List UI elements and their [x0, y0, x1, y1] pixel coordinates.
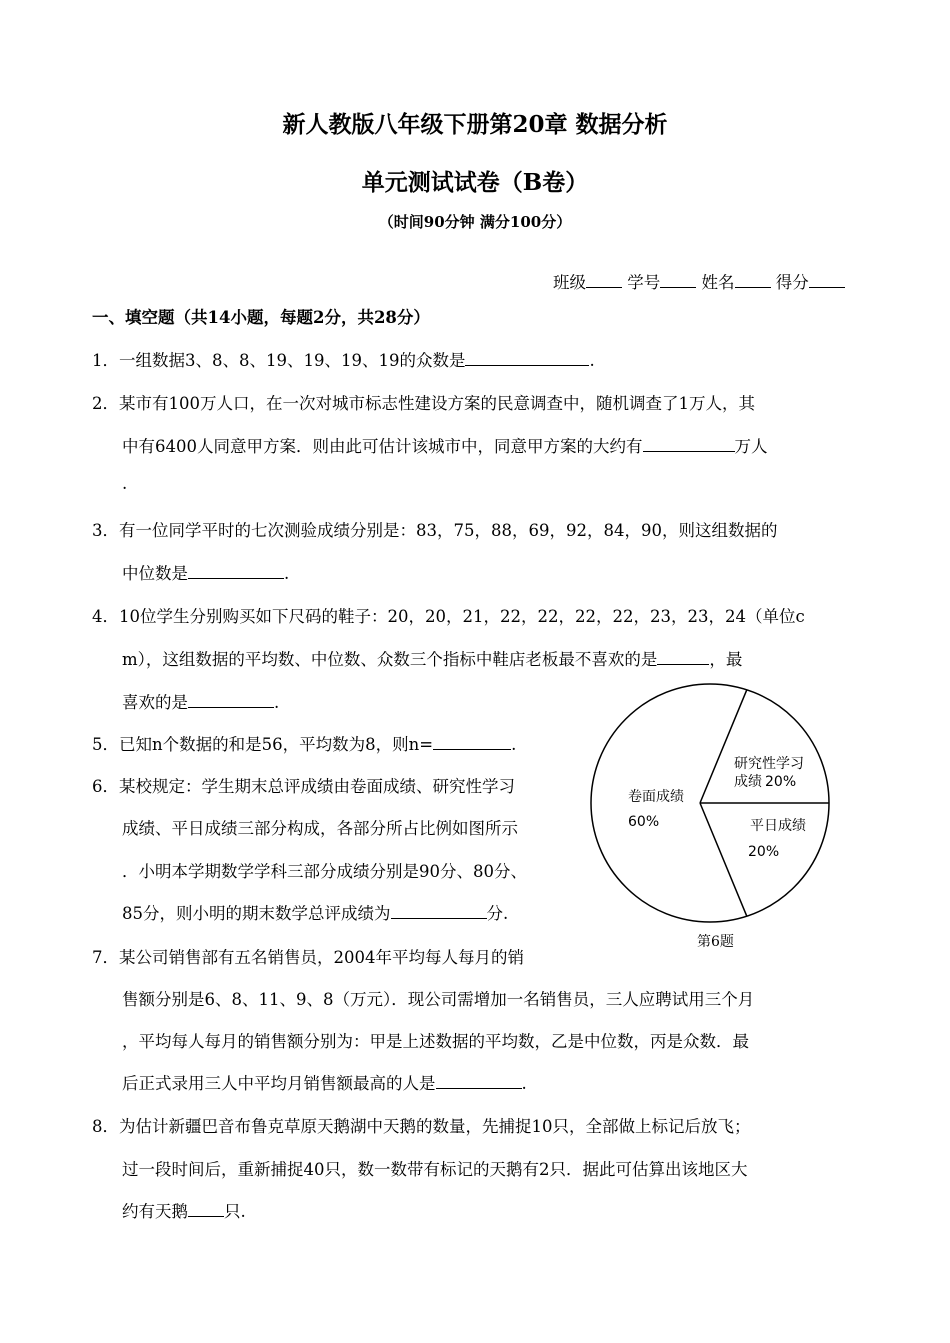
- question-3-line2: [122, 560, 289, 584]
- section-heading: 一、填空题（共14小题，每题2分，共28分）: [92, 308, 430, 327]
- question-text: 10位学生分别购买如下尺码的鞋子：20，20，21，22，22，22，22，23，23，24（单位c: [119, 607, 805, 626]
- question-text: .: [511, 735, 517, 754]
- question-text: 中有6400人同意甲方案．则由此可估计该城市中，同意甲方案的大约有: [122, 437, 643, 456]
- question-text: 万人: [734, 437, 768, 456]
- pie-label-exam-pct: 60%: [628, 814, 660, 830]
- question-5: [92, 731, 516, 755]
- question-2-line3: .: [122, 474, 128, 493]
- question-6-line3: ．小明本学期数学学科三部分成绩分别是90分、80分、: [122, 862, 527, 881]
- answer-blank[interactable]: [657, 649, 709, 665]
- class-blank[interactable]: [586, 272, 622, 288]
- answer-blank[interactable]: [188, 1201, 224, 1217]
- page-title: 新人教版八年级下册第20章 数据分析: [282, 111, 668, 138]
- answer-blank[interactable]: [433, 734, 511, 750]
- pie-label-daily-name: 平日成绩: [750, 818, 806, 834]
- info-fields: [553, 269, 845, 293]
- answer-blank[interactable]: [188, 563, 284, 579]
- time-info: （时间90分钟 满分100分）: [378, 213, 572, 231]
- pie-chart: [590, 680, 850, 950]
- question-text: 中位数是: [122, 564, 188, 583]
- pie-label-daily-pct: 20%: [748, 844, 780, 860]
- question-text: 喜欢的是: [122, 693, 188, 712]
- score-label: 得分: [775, 273, 809, 292]
- answer-blank[interactable]: [643, 436, 735, 452]
- question-text: 为估计新疆巴音布鲁克草原天鹅湖中天鹅的数量，先捕捉10只，全部做上标记后放飞；: [119, 1117, 751, 1136]
- question-number: 5．: [92, 735, 119, 754]
- question-7: [92, 944, 524, 968]
- question-number: 7．: [92, 948, 119, 967]
- question-text: 某市有100万人口，在一次对城市标志性建设方案的民意调查中，随机调查了1万人，其: [119, 394, 755, 413]
- id-label: 学号: [627, 273, 661, 292]
- question-1: [92, 347, 595, 371]
- name-label: 姓名: [701, 273, 735, 292]
- page-subtitle: 单元测试试卷（B卷）: [361, 169, 589, 196]
- answer-blank[interactable]: [465, 350, 589, 366]
- question-text: 有一位同学平时的七次测验成绩分别是：83，75，88，69，92，84，90，则这组数据的: [119, 521, 778, 540]
- question-number: 8．: [92, 1117, 119, 1136]
- answer-blank[interactable]: [391, 903, 487, 919]
- question-6-line2: 成绩、平日成绩三部分构成，各部分所占比例如图所示: [122, 819, 518, 838]
- pie-label-research-name-1: 研究性学习: [734, 756, 804, 772]
- question-text: .: [274, 693, 280, 712]
- answer-blank[interactable]: [188, 692, 274, 708]
- question-text: .: [284, 564, 290, 583]
- pie-label-exam-name: 卷面成绩: [628, 789, 684, 805]
- question-number: 1．: [92, 351, 119, 370]
- id-blank[interactable]: [660, 272, 696, 288]
- question-text: 已知n个数据的和是56，平均数为8，则n=: [119, 735, 434, 754]
- question-number: 2．: [92, 394, 119, 413]
- pie-label-research-pct: 20%: [765, 774, 797, 790]
- question-number: 6．: [92, 777, 119, 796]
- question-text: 后正式录用三人中平均月销售额最高的人是: [122, 1074, 436, 1093]
- question-4: [92, 603, 805, 627]
- question-2: [92, 390, 755, 414]
- question-8-line3: [122, 1198, 246, 1222]
- question-7-line3: ，平均每人每月的销售额分别为：甲是上述数据的平均数，乙是中位数，丙是众数．最: [122, 1032, 749, 1051]
- question-text: 只.: [224, 1202, 246, 1221]
- question-text: 一组数据3、8、8、19、19、19、19的众数是: [119, 351, 466, 370]
- question-4-line3: [122, 689, 279, 713]
- question-8: [92, 1113, 751, 1137]
- question-text: .: [589, 351, 595, 370]
- question-2-line2: [122, 433, 768, 457]
- chart-caption: 第6题: [697, 934, 734, 950]
- question-7-line2: 售额分别是6、8、11、9、8（万元）．现公司需增加一名销售员，三人应聘试用三个月: [122, 990, 755, 1009]
- question-text: 约有天鹅: [122, 1202, 188, 1221]
- score-blank[interactable]: [809, 272, 845, 288]
- question-text: 85分，则小明的期末数学总评成绩为: [122, 904, 391, 923]
- question-text: 分.: [486, 904, 509, 923]
- answer-blank[interactable]: [436, 1073, 522, 1089]
- question-6: [92, 773, 515, 797]
- question-number: 4．: [92, 607, 119, 626]
- question-4-line2: [122, 646, 742, 670]
- name-blank[interactable]: [735, 272, 771, 288]
- question-text: m），这组数据的平均数、中位数、众数三个指标中鞋店老板最不喜欢的是: [122, 650, 658, 669]
- question-3: [92, 517, 777, 541]
- question-7-line4: [122, 1070, 527, 1094]
- question-text: .: [521, 1074, 527, 1093]
- question-8-line2: 过一段时间后，重新捕捉40只，数一数带有标记的天鹅有2只．据此可估算出该地区大: [122, 1160, 748, 1179]
- question-6-line4: [122, 900, 508, 924]
- question-text: 某公司销售部有五名销售员，2004年平均每人每月的销: [119, 948, 524, 967]
- class-label: 班级: [553, 273, 586, 292]
- question-text: ，最: [709, 650, 743, 669]
- question-number: 3．: [92, 521, 119, 540]
- question-text: 某校规定：学生期末总评成绩由卷面成绩、研究性学习: [119, 777, 515, 796]
- pie-label-research-name-2: 成绩: [734, 774, 762, 790]
